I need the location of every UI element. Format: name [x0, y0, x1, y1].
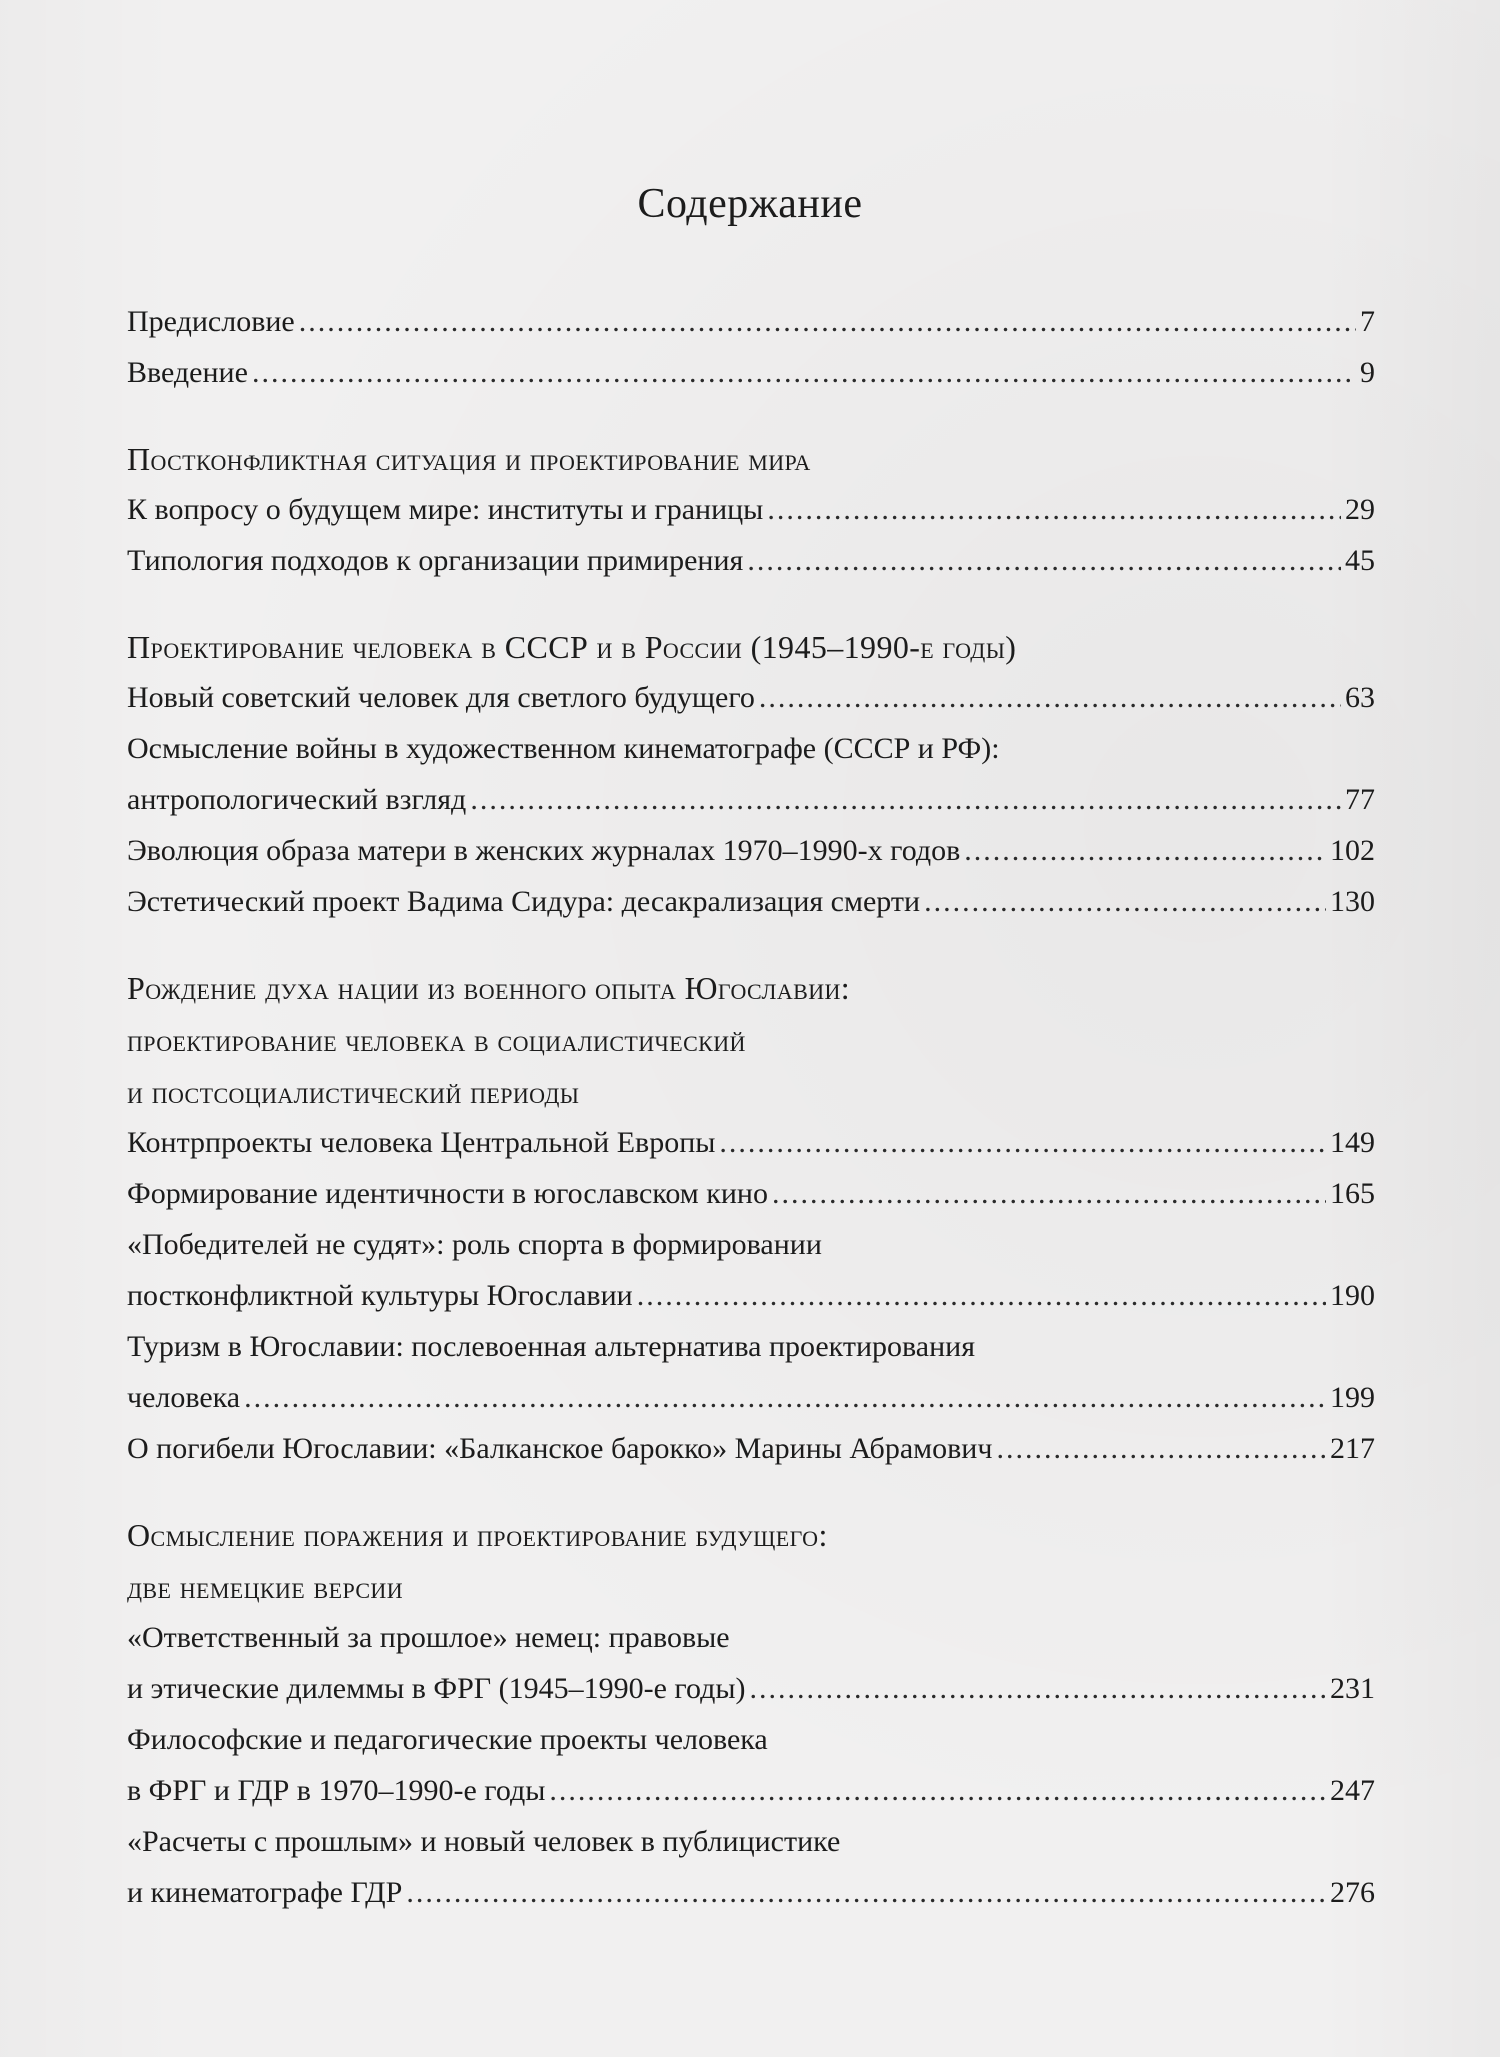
toc-entry-title-line: Философские и педагогические проекты человека: [127, 1723, 768, 1756]
toc-entry-title: Типология подходов к организации примирения: [127, 544, 744, 577]
toc-entry-title: Новый советский человек для светлого будущего: [127, 681, 755, 714]
toc-entry-page: 247: [1330, 1774, 1375, 1807]
section-heading-1: Постконфликтная ситуация и проектирование мира: [127, 441, 811, 477]
toc-entry-page: 231: [1330, 1672, 1375, 1705]
leader-dots: [252, 351, 1356, 395]
toc-entry-title: О погибели Югославии: «Балканское барокко» Марины Абрамович: [127, 1432, 993, 1465]
toc-entry-title: Эволюция образа матери в женских журналах 1970–1990-х годов: [127, 834, 961, 867]
toc-entry-title: Предисловие: [127, 305, 295, 338]
toc-entry-title-line: Осмысление войны в художественном кинематографе (СССР и РФ):: [127, 732, 1000, 765]
leader-dots: [549, 1769, 1326, 1813]
toc-entry-title: Контрпроекты человека Центральной Европы: [127, 1126, 716, 1159]
toc-entry-title-line: «Расчеты с прошлым» и новый человек в публицистике: [127, 1825, 841, 1858]
toc-entry-title: и этические дилеммы в ФРГ (1945–1990-е годы): [127, 1672, 746, 1705]
leader-dots: [299, 300, 1356, 344]
section-heading-3: Рождение духа нации из военного опыта Югославии:: [127, 970, 851, 1006]
toc-entry-page: 29: [1345, 493, 1375, 526]
toc-entry-title-line: «Победителей не судят»: роль спорта в формировании: [127, 1228, 822, 1261]
toc-entry-preface: [127, 300, 1375, 351]
toc-entry: [127, 1667, 1375, 1718]
toc-entry-page: 102: [1330, 834, 1375, 867]
toc-entry-title-line: Туризм в Югославии: послевоенная альтернатива проектирования: [127, 1330, 976, 1363]
toc-entry-title: Эстетический проект Вадима Сидура: десакрализация смерти: [127, 885, 921, 918]
leader-dots: [747, 539, 1341, 583]
toc-entry: [127, 1427, 1375, 1478]
leader-dots: [767, 488, 1341, 532]
toc-entry: [127, 1769, 1375, 1820]
section-heading-4-line: две немецкие версии: [127, 1569, 403, 1605]
toc-entry-title: человека: [127, 1381, 241, 1414]
leader-dots: [924, 880, 1326, 924]
toc-entry-title: постконфликтной культуры Югославии: [127, 1279, 633, 1312]
toc-entry: [127, 1172, 1375, 1223]
section-heading-2: Проектирование человека в СССР и в России (1945–1990-е годы): [127, 629, 1017, 665]
toc-entry-page: 149: [1330, 1126, 1375, 1159]
toc-entry-page: 63: [1345, 681, 1375, 714]
toc-entry-intro: [127, 351, 1375, 402]
leader-dots: [964, 829, 1326, 873]
toc-entry-title: антропологический взгляд: [127, 783, 467, 816]
toc-entry: [127, 829, 1375, 880]
leader-dots: [759, 676, 1341, 720]
page-title: Содержание: [637, 181, 863, 227]
toc-entry: [127, 880, 1375, 931]
toc-entry-title: Формирование идентичности в югославском кино: [127, 1177, 768, 1210]
toc-entry: [127, 1274, 1375, 1325]
toc-entry-title-line: «Ответственный за прошлое» немец: правовые: [127, 1621, 730, 1654]
toc-entry-page: 9: [1360, 356, 1375, 389]
leader-dots: [750, 1667, 1326, 1711]
section-heading-3-line: и постсоциалистический периоды: [127, 1074, 580, 1110]
section-heading-3-line: проектирование человека в социалистический: [127, 1022, 746, 1058]
leader-dots: [244, 1376, 1326, 1420]
leader-dots: [719, 1121, 1326, 1165]
toc-entry-page: 7: [1360, 305, 1375, 338]
toc-entry-page: 130: [1330, 885, 1375, 918]
toc-entry-page: 199: [1330, 1381, 1375, 1414]
leader-dots: [772, 1172, 1326, 1216]
toc-entry: [127, 676, 1375, 727]
toc-entry-page: 276: [1330, 1876, 1375, 1909]
leader-dots: [996, 1427, 1326, 1471]
toc-entry: [127, 1871, 1375, 1922]
toc-entry-title: и кинематографе ГДР: [127, 1876, 403, 1909]
toc-entry-page: 190: [1330, 1279, 1375, 1312]
toc-entry-page: 165: [1330, 1177, 1375, 1210]
toc-entry-page: 217: [1330, 1432, 1375, 1465]
toc-entry-page: 77: [1345, 783, 1375, 816]
toc-entry-title: К вопросу о будущем мире: институты и границы: [127, 493, 764, 526]
leader-dots: [637, 1274, 1326, 1318]
section-heading-4: Осмысление поражения и проектирование будущего:: [127, 1517, 828, 1553]
toc-entry-title: Введение: [127, 356, 248, 389]
toc-entry: [127, 539, 1375, 590]
toc-entry: [127, 1121, 1375, 1172]
toc-entry-page: 45: [1345, 544, 1375, 577]
leader-dots: [470, 778, 1341, 822]
toc-entry-title: в ФРГ и ГДР в 1970–1990-е годы: [127, 1774, 546, 1807]
toc-entry: [127, 778, 1375, 829]
table-of-contents: [127, 300, 1375, 1922]
toc-entry: [127, 1376, 1375, 1427]
leader-dots: [406, 1871, 1326, 1915]
toc-entry: [127, 488, 1375, 539]
